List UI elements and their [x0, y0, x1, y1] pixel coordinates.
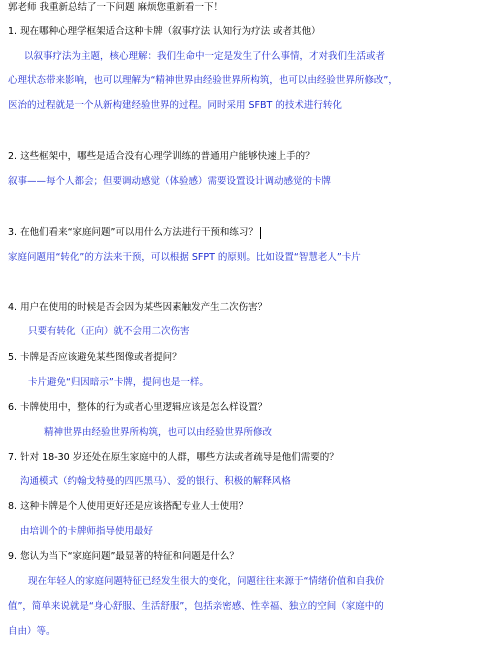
question-6: 6. 卡牌使用中，整体的行为或者心里逻辑应该是怎么样设置？: [8, 402, 268, 413]
answer-2: 叙事——每个人都会；但要调动感觉（体验感）需要设置设计调动感觉的卡牌: [8, 176, 332, 187]
question-8: 8. 这种卡牌是个人使用更好还是应该搭配专业人士使用？: [8, 501, 249, 512]
answer-9-line-1: 现在年轻人的家庭问题特征已经发生很大的变化，问题往往来源于“情绪价值和自我价: [28, 576, 385, 587]
header-line: 郭老师 我重新总结了一下问题 麻烦您重新看一下！: [8, 2, 224, 13]
answer-9-line-2: 值”，简单来说就是“身心舒服、生活舒服”，包括亲密感、性幸福、独立的空间（家庭中的: [8, 601, 384, 612]
answer-5: 卡片避免“归因暗示”卡牌，提问也是一样。: [28, 377, 209, 388]
answer-4: 只要有转化（正向）就不会用二次伤害: [28, 326, 190, 337]
answer-7: 沟通模式（约翰戈特曼的四匹黑马）、爱的银行、积极的解释风格: [20, 476, 291, 487]
answer-6: 精神世界由经验世界所构筑，也可以由经验世界所修改: [44, 427, 273, 438]
answer-3: 家庭问题用“转化”的方法来干预，可以根据 SFPT 的原则。比如设置“智慧老人”卡片: [8, 252, 361, 263]
answer-1-line-2: 心理状态带来影响，也可以理解为“精神世界由经验世界所构筑，也可以由经验世界所修改”，: [8, 75, 398, 86]
question-3: [8, 226, 261, 240]
question-7: 7. 针对 18-30 岁还处在原生家庭中的人群，哪些方法或者疏导是他们需要的？: [8, 452, 339, 463]
question-9: 9. 您认为当下“家庭问题”最显著的特征和问题是什么？: [8, 551, 239, 562]
answer-9-line-3: 自由）等。: [8, 626, 56, 637]
question-3-text: 3. 在他们看来“家庭问题”可以用什么方法进行干预和练习？: [8, 227, 258, 238]
question-1: 1. 现在哪种心理学框架适合这种卡牌（叙事疗法 认知行为疗法 或者其他）: [8, 26, 321, 37]
text-cursor: [260, 227, 261, 239]
question-5: 5. 卡牌是否应该避免某些图像或者提问？: [8, 352, 182, 363]
question-2: 2. 这些框架中，哪些是适合没有心理学训练的普通用户能够快速上手的？: [8, 151, 315, 162]
answer-1-line-1: 以叙事疗法为主题，核心理解：我们生命中一定是发生了什么事情，才对我们生活或者: [24, 51, 386, 62]
question-4: 4. 用户在使用的时候是否会因为某些因素触发产生二次伤害？: [8, 302, 268, 313]
answer-1-line-3: 医治的过程就是一个从新构建经验世界的过程。同时采用 SFBT 的技术进行转化: [8, 100, 342, 111]
answer-8: 由培训个的卡牌师指导使用最好: [20, 526, 154, 537]
